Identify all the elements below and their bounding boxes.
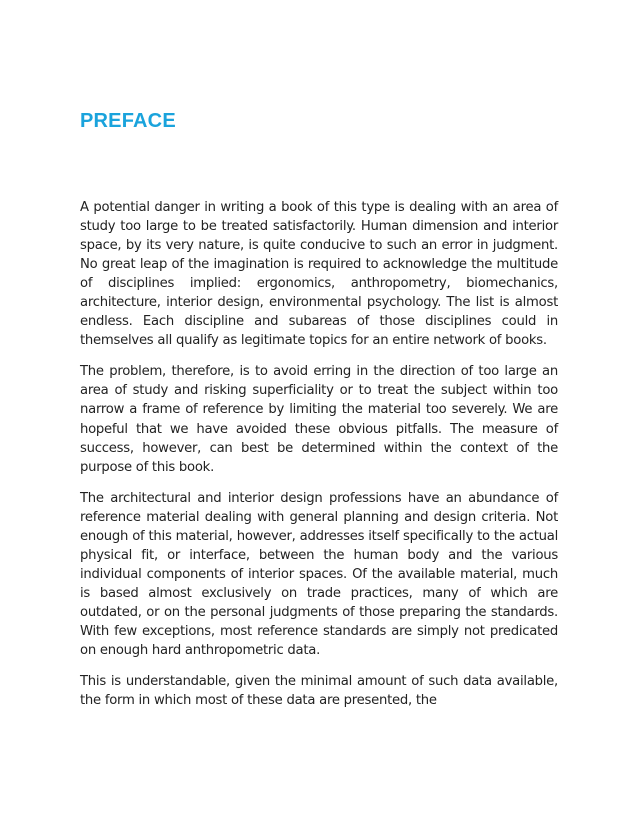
paragraph-4: This is understandable, given the minimal amount of such data available, the form in which most of these data are presented, the	[80, 674, 558, 709]
paragraph-1: A potential danger in writing a book of this type is dealing with an area of study too large to be treated satisfactorily. Human dimension and interior space, by its very nature, is quite conducive to such an error in judgment. No great leap of the imagination is required to acknowledge the multitude of disciplines implied: ergonomics, anthropometry, biomechanics, architecture, interior design, environmental psychology. The list is almost endless. Each discipline and subareas of those disciplines could in themselves all qualify as legitimate topics for an entire network of books.	[80, 200, 558, 349]
paragraph-3: The architectural and interior design professions have an abundance of reference material dealing with general planning and design criteria. Not enough of this material, however, addresses itself specifically to the actual physical fit, or interface, between the human body and the various individual components of interior spaces. Of the available material, much is based almost exclusively on trade practices, many of which are outdated, or on the personal judgments of those preparing the standards. With few exceptions, most reference standards are simply not predicated on enough hard anthropometric data.	[80, 490, 558, 659]
page-title: PREFACE	[80, 110, 176, 132]
paragraph-2: The problem, therefore, is to avoid erring in the direction of too large an area of study and risking superficiality or to treat the subject within too narrow a frame of reference by limiting the material too severely. We are hopeful that we have avoided these obvious pitfalls. The measure of success, however, can best be determined within the context of the purpose of this book.	[80, 364, 558, 475]
body-text	[80, 198, 558, 722]
